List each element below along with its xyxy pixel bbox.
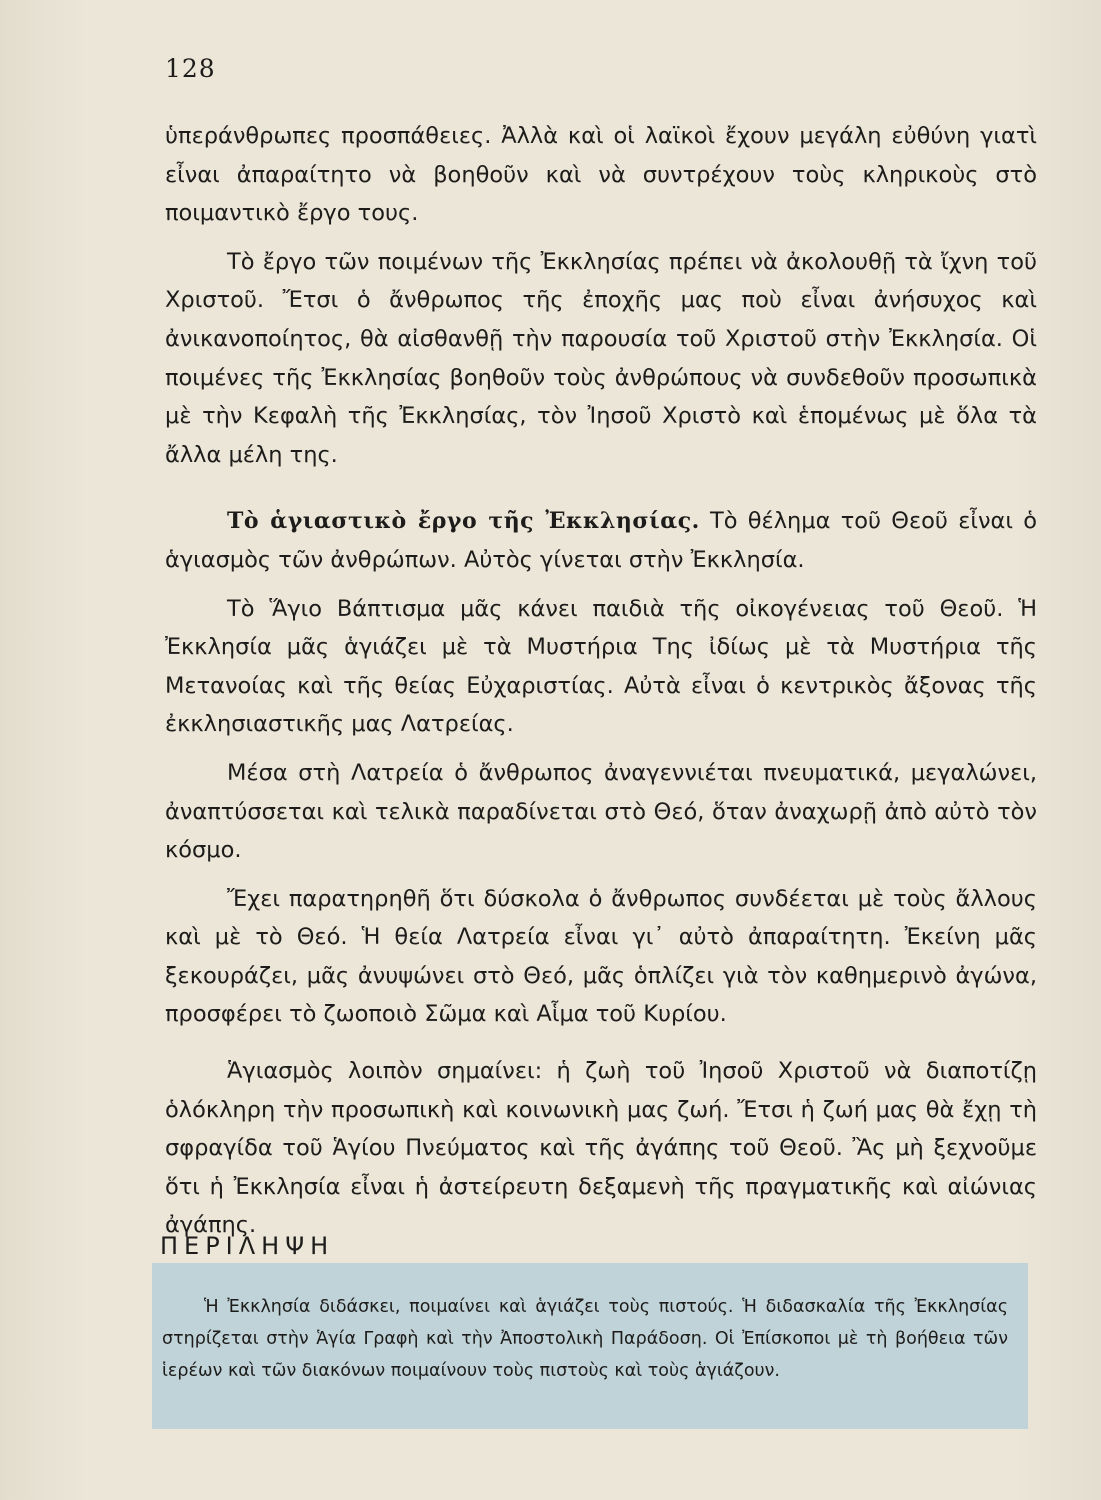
body-text xyxy=(165,117,1037,1255)
summary-text: Ἡ Ἐκκλησία διδάσκει, ποιμαίνει καὶ ἁγιάζει τοὺς πιστούς. Ἡ διδασκαλία τῆς Ἐκκλησίας στηρίζεται στὴν Ἁγία Γραφὴ καὶ τὴν Ἀποστολικὴ Παράδοση. Οἱ Ἐπίσκοποι μὲ τὴ βοήθεια τῶν ἱερέων καὶ τῶν διακόνων ποιμαίνουν τοὺς πιστοὺς καὶ τοὺς ἁγιάζουν. xyxy=(162,1297,1008,1381)
paragraph-7: Ἁγιασμὸς λοιπὸν σημαίνει: ἡ ζωὴ τοῦ Ἰησοῦ Χριστοῦ νὰ διαποτίζῃ ὁλόκληρη τὴν προσωπικὴ καὶ κοινωνικὴ μας ζωή. Ἔτσι ἡ ζωή μας θὰ ἔχῃ τὴ σφραγίδα τοῦ Ἁγίου Πνεύματος καὶ τῆς ἀγάπης τοῦ Θεοῦ. Ἂς μὴ ξεχνοῦμε ὅτι ἡ Ἐκκλησία εἶναι ἡ ἀστείρευτη δεξαμενὴ τῆς πραγματικῆς καὶ αἰώνιας ἀγάπης. xyxy=(165,1058,1037,1239)
summary-box xyxy=(152,1263,1028,1429)
paragraph-3 xyxy=(165,502,1037,579)
paragraph-2: Τὸ ἔργο τῶν ποιμένων τῆς Ἐκκλησίας πρέπει νὰ ἀκολουθῇ τὰ ἴχνη τοῦ Χριστοῦ. Ἔτσι ὁ ἄνθρωπος τῆς ἐποχῆς μας ποὺ εἶναι ἀνήσυχος καὶ ἀνικανοποίητος, θὰ αἰσθανθῇ τὴν παρουσία τοῦ Χριστοῦ στὴν Ἐκκλησία. Οἱ ποιμένες τῆς Ἐκκλησίας βοηθοῦν τοὺς ἀνθρώπους νὰ συνδεθοῦν προσωπικὰ μὲ τὴν Κεφαλὴ τῆς Ἐκκλησίας, τὸν Ἰησοῦ Χριστὸ καὶ ἑπομένως μὲ ὅλα τὰ ἄλλα μέλη της. xyxy=(165,248,1037,468)
page-number: 128 xyxy=(165,54,216,83)
section-heading: Τὸ ἁγιαστικὸ ἔργο τῆς Ἐκκλησίας. xyxy=(227,508,700,535)
paragraph-4: Τὸ Ἅγιο Βάπτισμα μᾶς κάνει παιδιὰ τῆς οἰκογένειας τοῦ Θεοῦ. Ἡ Ἐκκλησία μᾶς ἁγιάζει μὲ τὰ Μυστήρια Της ἰδίως μὲ τὰ Μυστήρια τῆς Μετανοίας καὶ τῆς θείας Εὐχαριστίας. Αὐτὰ εἶναι ὁ κεντρικὸς ἄξονας τῆς ἐκκλησιαστικῆς μας Λατρείας. xyxy=(165,595,1037,738)
summary-title: ΠΕΡΙΛΗΨΗ xyxy=(160,1232,335,1260)
paragraph-3-text: Τὸ θέλημα τοῦ Θεοῦ εἶναι ὁ ἁγιασμὸς τῶν ἀνθρώπων. Αὐτὸς γίνεται στὴν Ἐκκλησία. xyxy=(165,508,1037,573)
paragraph-6: Ἔχει παρατηρηθῆ ὅτι δύσκολα ὁ ἄνθρωπος συνδέεται μὲ τοὺς ἄλλους καὶ μὲ τὸ Θεό. Ἡ θεία Λατρεία εἶναι γι᾽ αὐτὸ ἀπαραίτητη. Ἐκείνη μᾶς ξεκουράζει, μᾶς ἀνυψώνει στὸ Θεό, μᾶς ὁπλίζει γιὰ τὸν καθημερινὸ ἀγώνα, προσφέρει τὸ ζωοποιὸ Σῶμα καὶ Αἷμα τοῦ Κυρίου. xyxy=(165,885,1037,1028)
paragraph-5: Μέσα στὴ Λατρεία ὁ ἄνθρωπος ἀναγεννιέται πνευματικά, μεγαλώνει, ἀναπτύσσεται καὶ τελικὰ παραδίνεται στὸ Θεό, ὅταν ἀναχωρῇ ἀπὸ αὐτὸ τὸν κόσμο. xyxy=(165,759,1037,864)
paragraph-1: ὑπεράνθρωπες προσπάθειες. Ἀλλὰ καὶ οἱ λαϊκοὶ ἔχουν μεγάλη εὐθύνη γιατὶ εἶναι ἀπαραίτητο νὰ βοηθοῦν καὶ νὰ συντρέχουν τοὺς κληρικοὺς στὸ ποιμαντικὸ ἔργο τους. xyxy=(165,123,1037,227)
